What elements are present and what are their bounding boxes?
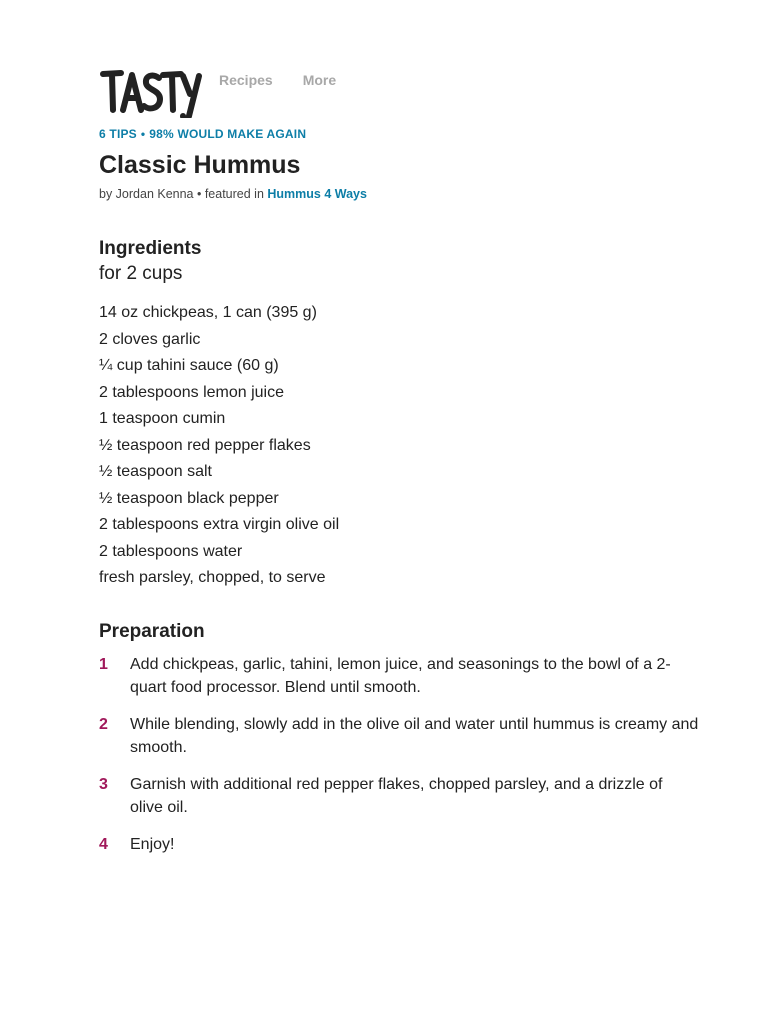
nav-more[interactable]: More [302, 72, 337, 88]
stats-separator: • [140, 127, 146, 141]
servings-text: for 2 cups [99, 263, 183, 284]
ingredients-heading: Ingredients [99, 238, 202, 259]
byline-text: by Jordan Kenna • featured in [99, 187, 264, 201]
step-text: Add chickpeas, garlic, tahini, lemon juice, and seasonings to the bowl of a 2-quart food processor. Blend until smooth. [130, 656, 671, 696]
main-nav [219, 72, 336, 88]
prep-step [99, 833, 699, 856]
ingredient-item: ½ teaspoon red pepper flakes [99, 436, 311, 454]
step-number: 1 [99, 656, 108, 673]
make-again-stat: 98% WOULD MAKE AGAIN [149, 127, 307, 141]
preparation-heading: Preparation [99, 621, 205, 642]
ingredient-item: 2 tablespoons water [99, 542, 243, 560]
ingredient-item: 2 tablespoons lemon juice [99, 383, 285, 401]
step-number: 4 [99, 836, 108, 853]
prep-step [99, 653, 699, 699]
step-number: 2 [99, 716, 108, 733]
nav-recipes[interactable]: Recipes [219, 72, 273, 88]
step-text: While blending, slowly add in the olive oil and water until hummus is creamy and smooth. [130, 716, 699, 756]
recipe-byline [99, 187, 367, 201]
tips-link[interactable]: 6 TIPS [99, 127, 137, 141]
ingredient-item: fresh parsley, chopped, to serve [99, 569, 326, 586]
ingredient-item: 2 cloves garlic [99, 330, 201, 348]
ingredient-item: 1 teaspoon cumin [99, 410, 226, 427]
step-number: 3 [99, 776, 108, 793]
site-header [99, 66, 699, 118]
step-text: Enjoy! [130, 836, 175, 853]
recipe-title: Classic Hummus [99, 151, 301, 179]
featured-in-link[interactable]: Hummus 4 Ways [267, 187, 367, 201]
step-text: Garnish with additional red pepper flakes, chopped parsley, and a drizzle of olive oil. [130, 776, 663, 816]
ingredient-item: ¼ cup tahini sauce (60 g) [99, 357, 279, 374]
preparation-steps [99, 653, 699, 870]
recipe-stats [99, 127, 306, 141]
ingredient-list [99, 300, 699, 592]
tasty-logo[interactable] [99, 66, 203, 118]
ingredient-item: ½ teaspoon salt [99, 463, 212, 480]
ingredient-item: 14 oz chickpeas, 1 can (395 g) [99, 304, 317, 321]
ingredient-item: ½ teaspoon black pepper [99, 489, 279, 507]
prep-step [99, 773, 699, 819]
prep-step [99, 713, 699, 759]
ingredient-item: 2 tablespoons extra virgin olive oil [99, 516, 340, 533]
tasty-logo-icon [99, 66, 203, 118]
